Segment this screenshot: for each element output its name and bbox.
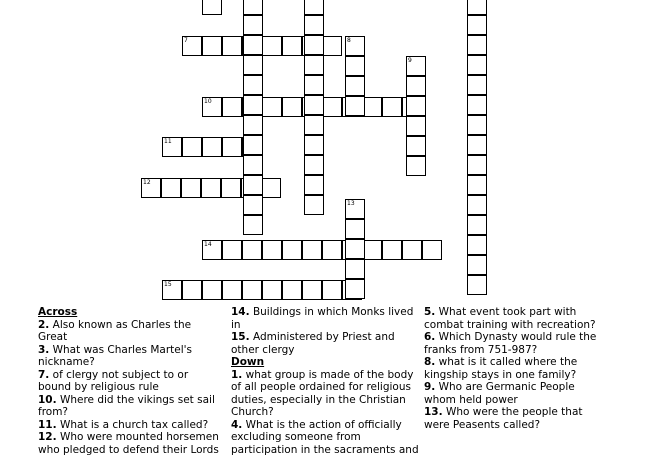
grid-cell[interactable] [345, 219, 365, 239]
grid-cell[interactable] [322, 97, 342, 117]
grid-cell[interactable] [322, 36, 342, 56]
clue-text: Which Dynasty would rule the franks from 751-987? [424, 331, 596, 356]
grid-cell[interactable] [382, 240, 402, 260]
cell-number: 12 [143, 179, 151, 186]
clue-number: 7. [38, 369, 49, 381]
clue-across-10 [38, 394, 223, 419]
across-heading: Across [38, 306, 223, 319]
grid-cell[interactable] [345, 199, 365, 219]
clue-text: Who were mounted horsemen who pledged to defend their Lords [38, 431, 219, 456]
clue-across-11 [38, 419, 223, 432]
grid-cell[interactable] [467, 35, 487, 55]
grid-cell[interactable] [406, 76, 426, 96]
clue-number: 14. [231, 306, 250, 318]
clues-column-2 [231, 306, 419, 456]
grid-cell[interactable] [222, 36, 242, 56]
grid-cell[interactable] [141, 178, 161, 198]
clue-text: Where did the vikings set sail from? [38, 394, 215, 419]
clue-number: 12. [38, 431, 57, 443]
clue-down-13 [424, 406, 602, 431]
grid-cell[interactable] [467, 135, 487, 155]
grid-cell[interactable] [202, 0, 222, 15]
grid-cell[interactable] [406, 56, 426, 76]
grid-cell[interactable] [243, 135, 263, 155]
grid-cell[interactable] [467, 15, 487, 35]
clue-number: 9. [424, 381, 435, 393]
grid-cell[interactable] [304, 135, 324, 155]
grid-cell[interactable] [222, 97, 242, 117]
grid-cell[interactable] [304, 175, 324, 195]
grid-cell[interactable] [202, 280, 222, 300]
grid-cell[interactable] [242, 240, 262, 260]
grid-cell[interactable] [222, 280, 242, 300]
grid-cell[interactable] [406, 96, 426, 116]
grid-cell[interactable] [406, 156, 426, 176]
grid-cell[interactable] [345, 56, 365, 76]
clue-text: What is the action of officially excluding someone from participation in the sacraments and [231, 419, 419, 456]
grid-cell[interactable] [304, 35, 324, 55]
clue-number: 4. [231, 419, 242, 431]
grid-cell[interactable] [467, 195, 487, 215]
grid-cell[interactable] [282, 280, 302, 300]
grid-cell[interactable] [262, 280, 282, 300]
clue-text: Who are Germanic People whom held power [424, 381, 575, 406]
grid-cell[interactable] [182, 280, 202, 300]
clue-number: 15. [231, 331, 250, 343]
grid-cell[interactable] [345, 76, 365, 96]
grid-cell[interactable] [322, 240, 342, 260]
grid-cell[interactable] [242, 280, 262, 300]
clue-text: What event took part with combat training with recreation? [424, 306, 596, 331]
grid-cell[interactable] [345, 36, 365, 56]
grid-cell[interactable] [304, 55, 324, 75]
grid-cell[interactable] [467, 75, 487, 95]
grid-cell[interactable] [467, 215, 487, 235]
grid-cell[interactable] [467, 55, 487, 75]
grid-cell[interactable] [467, 175, 487, 195]
clue-down-6 [424, 331, 602, 356]
grid-cell[interactable] [243, 215, 263, 235]
grid-cell[interactable] [262, 36, 282, 56]
grid-cell[interactable] [467, 155, 487, 175]
grid-cell[interactable] [467, 0, 487, 15]
grid-cell[interactable] [182, 36, 202, 56]
clue-text: of clergy not subject to or bound by religious rule [38, 369, 188, 394]
grid-cell[interactable] [243, 0, 263, 15]
grid-cell[interactable] [467, 275, 487, 295]
grid-cell[interactable] [302, 240, 322, 260]
clue-number: 11. [38, 419, 57, 431]
clue-number: 8. [424, 356, 435, 368]
grid-cell[interactable] [261, 178, 281, 198]
grid-cell[interactable] [304, 195, 324, 215]
clue-across-2 [38, 319, 223, 344]
cell-number: 8 [347, 37, 351, 44]
clue-text: What was Charles Martel's nickname? [38, 344, 192, 369]
grid-cell[interactable] [362, 97, 382, 117]
clue-text: Also known as Charles the Great [38, 319, 191, 344]
grid-cell[interactable] [304, 155, 324, 175]
clue-number: 3. [38, 344, 49, 356]
clues-column-1 [38, 306, 223, 456]
grid-cell[interactable] [467, 235, 487, 255]
down-heading: Down [231, 356, 419, 369]
grid-cell[interactable] [322, 280, 342, 300]
clues-column-3 [424, 306, 602, 431]
clue-number: 6. [424, 331, 435, 343]
grid-cell[interactable] [243, 55, 263, 75]
grid-cell[interactable] [202, 137, 222, 157]
grid-cell[interactable] [406, 116, 426, 136]
grid-cell[interactable] [202, 36, 222, 56]
grid-cell[interactable] [345, 96, 365, 116]
grid-cell[interactable] [467, 95, 487, 115]
grid-cell[interactable] [243, 195, 263, 215]
clue-across-7 [38, 369, 223, 394]
grid-cell[interactable] [262, 97, 282, 117]
clue-across-12 [38, 431, 223, 456]
grid-cell[interactable] [202, 97, 222, 117]
grid-cell[interactable] [162, 280, 182, 300]
clue-number: 13. [424, 406, 443, 418]
grid-cell[interactable] [182, 137, 202, 157]
clue-down-5 [424, 306, 602, 331]
cell-number: 14 [204, 241, 212, 248]
grid-cell[interactable] [345, 279, 365, 299]
grid-cell[interactable] [302, 280, 322, 300]
grid-cell[interactable] [406, 136, 426, 156]
cell-number: 13 [347, 200, 355, 207]
grid-cell[interactable] [345, 259, 365, 279]
clue-down-4 [231, 419, 419, 456]
cell-number: 9 [408, 57, 412, 64]
clue-number: 10. [38, 394, 57, 406]
grid-cell[interactable] [243, 95, 263, 115]
clue-text: Who were the people that were Peasents called? [424, 406, 583, 431]
grid-cell[interactable] [243, 35, 263, 55]
clue-text: what is it called where the kingship stays in one family? [424, 356, 577, 381]
clue-number: 2. [38, 319, 49, 331]
clue-down-9 [424, 381, 602, 406]
grid-cell[interactable] [243, 155, 263, 175]
grid-cell[interactable] [181, 178, 201, 198]
cell-number: 11 [164, 138, 172, 145]
grid-cell[interactable] [202, 240, 222, 260]
grid-cell[interactable] [304, 75, 324, 95]
grid-cell[interactable] [304, 15, 324, 35]
grid-cell[interactable] [467, 115, 487, 135]
grid-cell[interactable] [201, 178, 221, 198]
grid-cell[interactable] [282, 240, 302, 260]
grid-cell[interactable] [402, 240, 422, 260]
clue-text: what group is made of the body of all people ordained for religious duties, especially in the Christian Church? [231, 369, 413, 419]
grid-cell[interactable] [304, 95, 324, 115]
clue-across-3 [38, 344, 223, 369]
grid-cell[interactable] [282, 36, 302, 56]
clue-number: 5. [424, 306, 435, 318]
grid-cell[interactable] [243, 15, 263, 35]
clue-text: Buildings in which Monks lived in [231, 306, 413, 331]
cell-number: 15 [164, 281, 172, 288]
grid-cell[interactable] [382, 97, 402, 117]
grid-cell[interactable] [162, 137, 182, 157]
cell-number: 10 [204, 98, 212, 105]
clue-down-1 [231, 369, 419, 419]
grid-cell[interactable] [304, 115, 324, 135]
grid-cell[interactable] [243, 175, 263, 195]
grid-cell[interactable] [221, 178, 241, 198]
grid-cell[interactable] [262, 240, 282, 260]
grid-cell[interactable] [422, 240, 442, 260]
grid-cell[interactable] [222, 240, 242, 260]
grid-cell[interactable] [222, 137, 242, 157]
cell-number: 7 [184, 37, 188, 44]
grid-cell[interactable] [467, 255, 487, 275]
clue-down-8 [424, 356, 602, 381]
grid-cell[interactable] [243, 115, 263, 135]
clue-across-15 [231, 331, 419, 356]
grid-cell[interactable] [304, 0, 324, 15]
grid-cell[interactable] [345, 239, 365, 259]
grid-cell[interactable] [161, 178, 181, 198]
clue-number: 1. [231, 369, 242, 381]
grid-cell[interactable] [362, 240, 382, 260]
clue-text: What is a church tax called? [60, 419, 208, 431]
grid-cell[interactable] [282, 97, 302, 117]
grid-cell[interactable] [243, 75, 263, 95]
clue-across-14 [231, 306, 419, 331]
clue-text: Administered by Priest and other clergy [231, 331, 395, 356]
